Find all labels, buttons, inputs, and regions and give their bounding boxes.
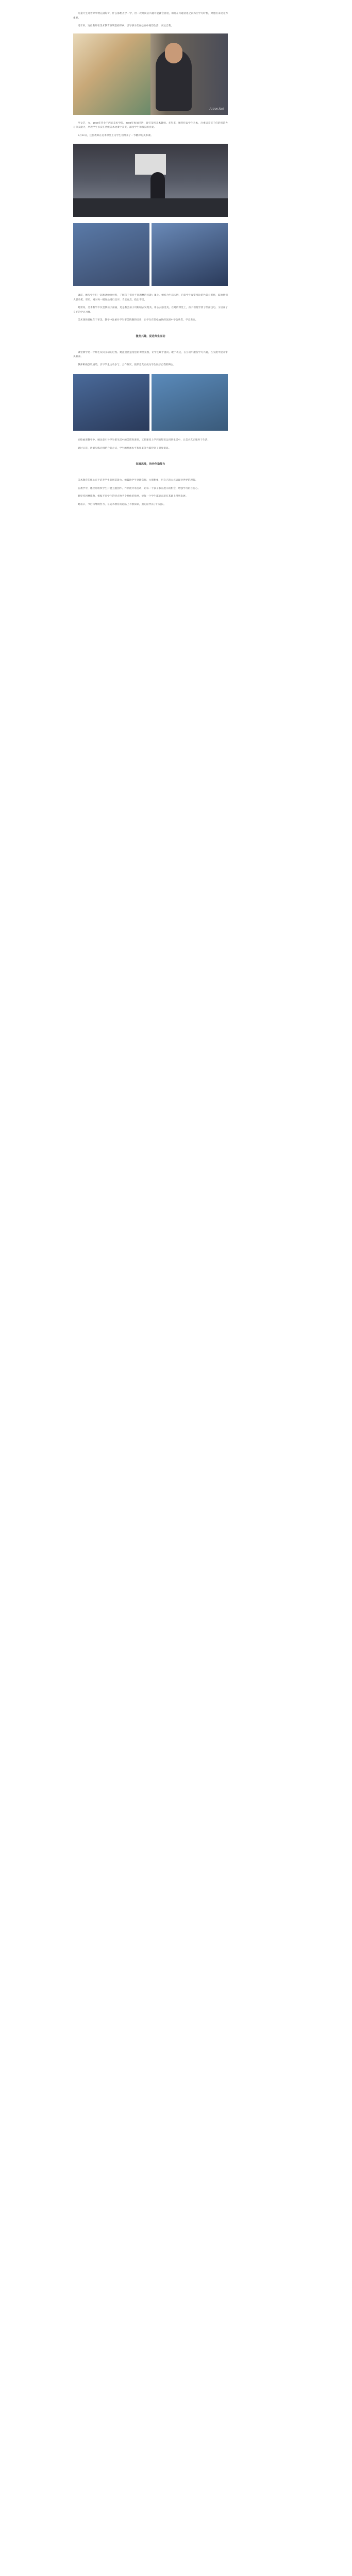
teacher-face <box>165 43 182 63</box>
bio-paragraph: 罗文艺，女，1966年毕业于西安美术学院。2004年参加民进，现任某校美术教师。多年来，她坚持以学生为本，注重培养孩子们的创造力与审美能力，所教学生多次在各级美术比赛中获奖，深受学生和家长的喜爱。 <box>73 121 228 128</box>
body-paragraph: 她常说，美术教学不仅是教孩子画画，更是教会孩子用眼睛去发现美、用心去感受美。在她的课堂上，孩子们既学到了绘画技巧，又培养了良好的学习习惯。 <box>73 306 228 313</box>
intro-paragraph: 近年来，这位教师在美术教育领域坚持探索，引导孩子们在绘画中观察生活、表达自我。 <box>78 24 174 27</box>
article-column <box>73 0 228 506</box>
body-paragraph: 美术课的目标在于审美。教学中注重对学生审美情趣的培养，让学生在轻松愉快的氛围中学会欣赏、学会表达。 <box>78 318 198 321</box>
blackboard-screen <box>135 154 166 175</box>
painting-background <box>73 33 150 115</box>
intro-paragraph: 儿童天生对世界事物充满好奇，什么都想去学一学，但一段时间后兴趣可能就会消退，如何在兴趣消退之前抓住学习时机，对他们来说尤为重要。 <box>73 12 228 19</box>
article-page <box>0 0 352 506</box>
body-paragraph: 课堂教学是一个师生双向互动的过程。她注重营造宽松的课堂氛围，让学生敢于提问、敢于表达，在互动中激发学习兴趣，在交流中提升审美素养。 <box>73 350 228 358</box>
body-paragraph: 在绘画课教学中，她注意引导学生把生活中的美带进课堂，又把课堂上学到的知识运用到生活中，让美术真正服务于生活。 <box>78 438 210 441</box>
body-paragraph: 通过示范、讲解与练习相结合的方式，学生的绘画水平和审美能力都得到了明显提高。 <box>78 446 171 449</box>
body-paragraph: 她坚持因材施教，根据不同学生的特点给予个性化的指导，使每一个学生都能在原有基础上得到发展。 <box>78 495 188 497</box>
bio-paragraph: 5月22日，这位教师在美术课堂上为学生们带来了一节精彩的美术课。 <box>78 133 153 137</box>
classroom-teaching-photo <box>73 144 228 217</box>
student-drawing-photo <box>73 223 149 286</box>
section-heading: 拓展思维，培养创造能力 <box>136 463 165 466</box>
body-paragraph: 教师积极创设情境，引导学生主动参与、合作探究，使课堂真正成为学生展示自我的舞台。 <box>78 363 176 366</box>
desks-row <box>73 198 228 217</box>
student-drawing-photo <box>152 223 228 286</box>
body-paragraph: 她表示，今后将继续努力，在美术教育的道路上不断探索，用心陪伴孩子们成长。 <box>78 502 166 505</box>
body-paragraph: 课前，她与学生们一起准备绘画材料，了解孩子们对不同题材的兴趣；课上，她结合生活实例，启发学生观察身边的色彩与形状，鼓励他们大胆动笔；课后，她对每一幅作品进行点评，肯定亮点、指出不足。 <box>73 294 228 301</box>
classroom-photo <box>73 374 149 431</box>
body-paragraph: 在教学中，她经常组织学生开展主题创作、作品展评等活动，让每一个孩子都有展示的机会，增强学习的自信心。 <box>78 486 200 489</box>
classroom-photo <box>152 374 228 431</box>
photo-grid <box>73 223 228 286</box>
photo-grid <box>73 374 228 431</box>
section-heading: 激发兴趣，促进师生互动 <box>136 334 165 338</box>
body-paragraph: 美术教育的核心在于培养学生的创造能力。她鼓励学生突破常规、大胆想象，用自己的方式表现对世界的理解。 <box>78 479 198 481</box>
teacher-portrait-photo <box>73 33 228 115</box>
watermark-text: Artron.Net <box>209 107 224 111</box>
